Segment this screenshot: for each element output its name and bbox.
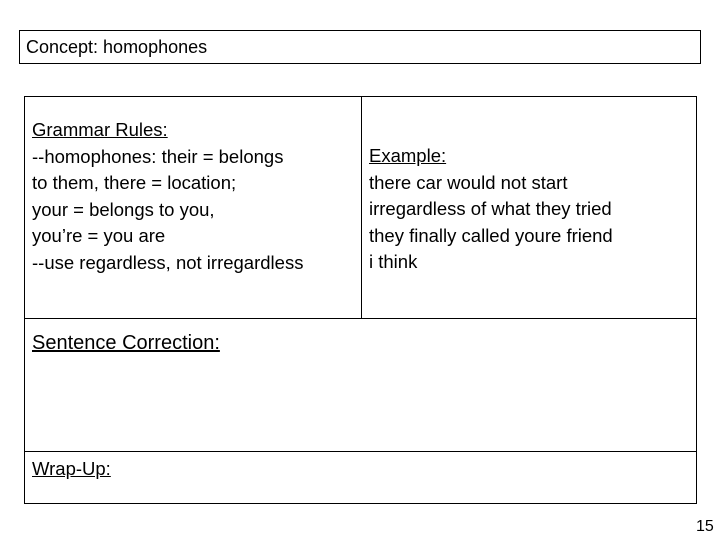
grammar-rule-line: to them, there = location; <box>32 172 237 193</box>
wrap-up-cell <box>32 457 111 481</box>
row-divider-top <box>25 318 696 319</box>
example-line: they finally called youre friend <box>369 224 613 246</box>
grammar-rules-cell <box>32 117 362 276</box>
page-number: 15 <box>696 518 714 535</box>
sentence-correction-cell <box>32 331 220 355</box>
grammar-rule-line: your = belongs to you, <box>32 198 215 220</box>
example-line: i think <box>369 251 418 272</box>
example-line: there car would not start <box>369 171 568 193</box>
grammar-rules-heading: Grammar Rules: <box>32 119 168 140</box>
concept-box <box>19 30 701 64</box>
notes-table <box>24 96 697 504</box>
grammar-rule-line: you’re = you are <box>32 225 166 246</box>
example-heading: Example: <box>369 145 447 166</box>
example-line: irregardless of what they tried <box>369 198 612 219</box>
example-cell <box>369 143 694 276</box>
wrap-up-heading: Wrap-Up: <box>32 458 111 479</box>
sentence-correction-heading: Sentence Correction: <box>32 332 220 354</box>
grammar-rule-line: --homophones: their = belongs <box>32 145 284 167</box>
grammar-rule-line: --use regardless, not irregardless <box>32 251 304 273</box>
concept-title: Concept: homophones <box>26 37 208 57</box>
row-divider-bottom <box>25 451 696 452</box>
